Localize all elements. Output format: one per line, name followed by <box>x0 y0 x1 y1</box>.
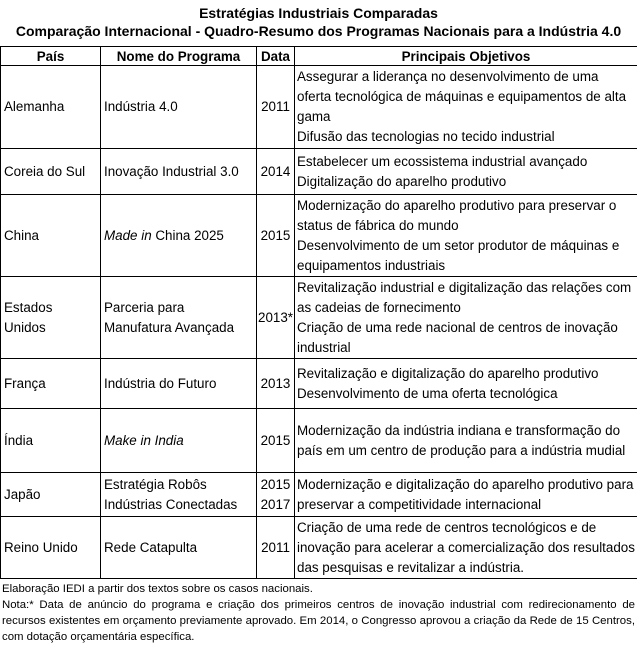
date-footnote: Nota:* Data de anúncio do programa e criação dos primeiros centros de inovação industrial com redirecionamento de recursos existentes em orçamento previamente aprovado. Em 2014, o Congresso aprovou a criação da Rede de 15 Centros, com dotação orçamentária específica. <box>2 597 635 645</box>
program-cell <box>101 409 257 473</box>
country-cell: Índia <box>1 409 101 473</box>
table-row <box>1 277 637 359</box>
program-cell: Indústria do Futuro <box>101 359 257 409</box>
country-cell: Coreia do Sul <box>1 149 101 195</box>
header-country: País <box>1 47 101 66</box>
objective-item: Difusão das tecnologias no tecido industrial <box>297 127 635 147</box>
objectives-cell <box>295 277 637 359</box>
country-cell: China <box>1 195 101 277</box>
table-row <box>1 359 637 409</box>
date-cell: 2015 <box>257 195 295 277</box>
objectives-cell <box>295 149 637 195</box>
date-cell: 2015 <box>257 409 295 473</box>
country-cell: Estados Unidos <box>1 277 101 359</box>
objective-item: Criação de uma rede de centros tecnológicos e de inovação para acelerar a comercialização dos resultados das pesquisas e revitalizar a indústria. <box>297 518 635 578</box>
header-objectives: Principais Objetivos <box>295 47 637 66</box>
country-cell: Japão <box>1 473 101 517</box>
program-italic-text: Made in <box>104 228 152 243</box>
date-cell: 2011 <box>257 517 295 579</box>
country-cell: Reino Unido <box>1 517 101 579</box>
objectives-cell <box>295 66 637 149</box>
date-cell: 2015 2017 <box>257 473 295 517</box>
source-note: Elaboração IEDI a partir dos textos sobre os casos nacionais. <box>2 581 635 597</box>
date-cell: 2011 <box>257 66 295 149</box>
table-header-row <box>1 47 637 66</box>
program-italic-text: Make in India <box>104 433 184 448</box>
page-title: Estratégias Industriais Comparadas <box>0 0 637 22</box>
objective-item: Criação de uma rede nacional de centros de inovação industrial <box>297 318 635 358</box>
footnotes <box>0 579 637 645</box>
program-cell: Estratégia Robôs Indústrias Conectadas <box>101 473 257 517</box>
program-cell: Parceria para Manufatura Avançada <box>101 277 257 359</box>
table-row <box>1 517 637 579</box>
table-row <box>1 409 637 473</box>
header-program: Nome do Programa <box>101 47 257 66</box>
program-cell <box>101 195 257 277</box>
program-cell: Indústria 4.0 <box>101 66 257 149</box>
objectives-cell <box>295 517 637 579</box>
objective-item: Desenvolvimento de um setor produtor de máquinas e equipamentos industriais <box>297 236 635 276</box>
objectives-cell <box>295 409 637 473</box>
date-cell: 2013 <box>257 359 295 409</box>
table-row <box>1 195 637 277</box>
program-text: China 2025 <box>152 228 224 243</box>
country-cell: França <box>1 359 101 409</box>
programs-table <box>0 46 637 579</box>
table-row <box>1 473 637 517</box>
date-cell: 2014 <box>257 149 295 195</box>
objective-item: Modernização do aparelho produtivo para preservar o status de fábrica do mundo <box>297 196 635 236</box>
table-row <box>1 149 637 195</box>
objectives-cell <box>295 359 637 409</box>
objective-item: Revitalização industrial e digitalização das relações com as cadeias de fornecimento <box>297 278 635 318</box>
date-cell: 2013* <box>257 277 295 359</box>
objective-item: Digitalização do aparelho produtivo <box>297 172 635 192</box>
objective-item: Modernização e digitalização do aparelho produtivo para preservar a competitividade internacional <box>297 475 635 515</box>
program-cell: Inovação Industrial 3.0 <box>101 149 257 195</box>
country-cell: Alemanha <box>1 66 101 149</box>
program-cell: Rede Catapulta <box>101 517 257 579</box>
objective-item: Estabelecer um ecossistema industrial avançado <box>297 152 635 172</box>
objective-item: Assegurar a liderança no desenvolvimento de uma oferta tecnológica de máquinas e equipamentos de alta gama <box>297 67 635 127</box>
objectives-cell <box>295 195 637 277</box>
objective-item: Revitalização e digitalização do aparelho produtivo <box>297 364 635 384</box>
objectives-cell <box>295 473 637 517</box>
objective-item: Modernização da indústria indiana e transformação do país em um centro de produção para a indústria mudial <box>297 421 635 461</box>
page-subtitle: Comparação Internacional - Quadro-Resumo dos Programas Nacionais para a Indústria 4.0 <box>0 22 637 40</box>
table-row <box>1 66 637 149</box>
objective-item: Desenvolvimento de uma oferta tecnológica <box>297 384 635 404</box>
header-date: Data <box>257 47 295 66</box>
